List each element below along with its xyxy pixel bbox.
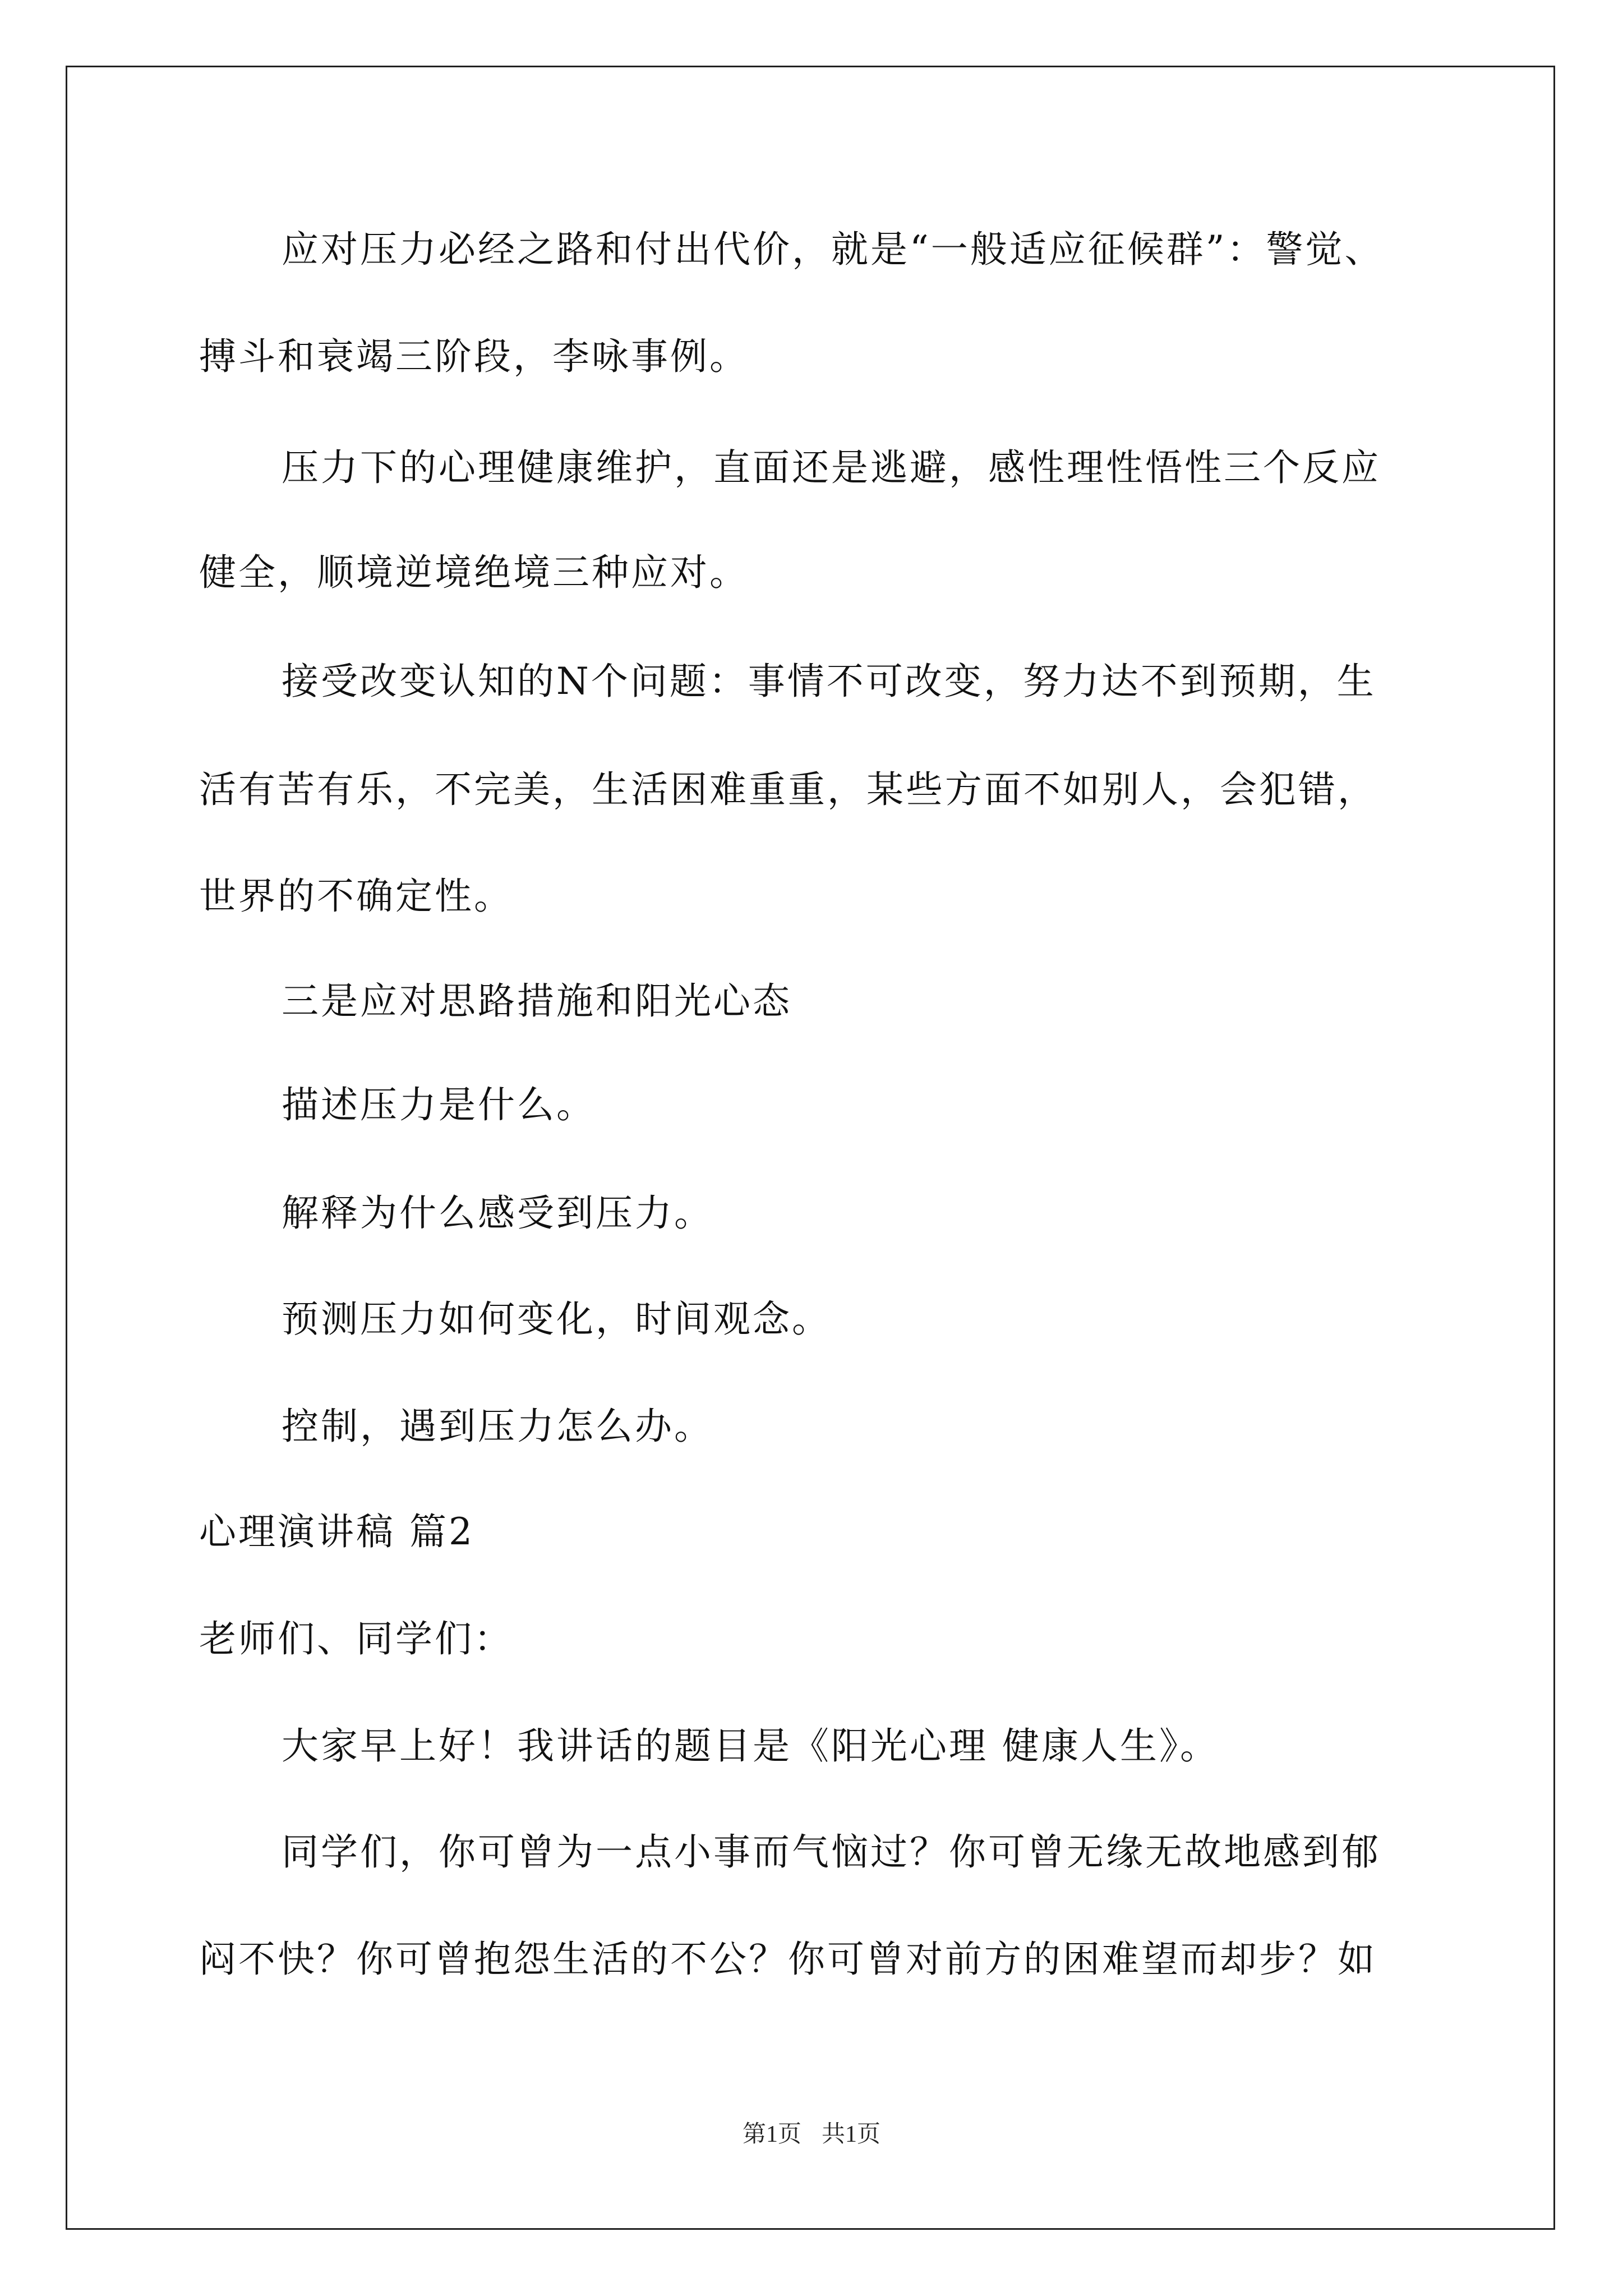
paragraph-line: 世界的不确定性。 xyxy=(199,875,513,918)
paragraph-line: 闷不快？你可曾抱怨生活的不公？你可曾对前方的困难望而却步？如 xyxy=(199,1938,1377,1981)
paragraph-line: 解释为什么感受到压力。 xyxy=(282,1191,713,1235)
paragraph-line: 接受改变认知的N个问题：事情不可改变，努力达不到预期，生 xyxy=(282,660,1376,703)
section-heading: 心理演讲稿 篇2 xyxy=(199,1510,474,1553)
paragraph-line: 大家早上好！我讲话的题目是《阳光心理 健康人生》。 xyxy=(282,1724,1219,1768)
paragraph-line: 应对压力必经之路和付出代价，就是“一般适应征候群”：警觉、 xyxy=(282,228,1384,271)
paragraph-line: 控制，遇到压力怎么办。 xyxy=(282,1405,713,1448)
paragraph-line: 预测压力如何变化，时间观念。 xyxy=(282,1297,831,1341)
page-total: 共1页 xyxy=(822,2122,881,2147)
paragraph-line: 搏斗和衰竭三阶段，李咏事例。 xyxy=(199,335,749,378)
page-border xyxy=(66,66,1555,2230)
paragraph-line: 同学们，你可曾为一点小事而气恼过？你可曾无缘无故地感到郁 xyxy=(282,1830,1381,1874)
paragraph-line: 健全，顺境逆境绝境三种应对。 xyxy=(199,551,749,594)
salutation: 老师们、同学们： xyxy=(199,1617,513,1660)
paragraph-line: 压力下的心理健康维护，直面还是逃避，感性理性悟性三个反应 xyxy=(282,446,1381,489)
paragraph-line: 三是应对思路措施和阳光心态 xyxy=(282,979,792,1023)
paragraph-line: 活有苦有乐，不完美，生活困难重重，某些方面不如别人，会犯错， xyxy=(199,768,1377,811)
page-number: 第1页 xyxy=(742,2122,801,2147)
page-footer xyxy=(0,2118,1623,2151)
paragraph-line: 描述压力是什么。 xyxy=(282,1083,596,1126)
